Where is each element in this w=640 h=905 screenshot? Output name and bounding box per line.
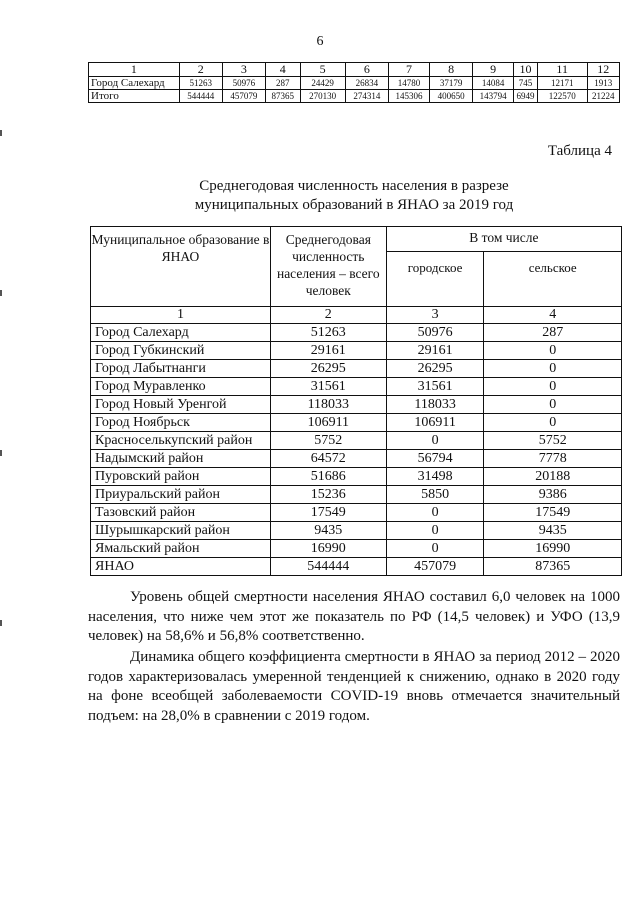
rural-value: 9386 <box>484 486 622 504</box>
municipality-name: Город Салехард <box>91 324 271 342</box>
top-table-cell: 26834 <box>345 77 388 90</box>
municipality-name: Город Лабытнанги <box>91 360 271 378</box>
total-value: 17549 <box>270 504 386 522</box>
urban-value: 0 <box>386 504 484 522</box>
column-index-cell: 4 <box>484 307 622 324</box>
table-row <box>91 378 622 396</box>
total-value: 5752 <box>270 432 386 450</box>
top-table-header-cell: 12 <box>587 63 619 77</box>
col-header-municipality: Муниципальное образование в ЯНАО <box>91 227 271 307</box>
total-value: 544444 <box>270 558 386 576</box>
table-row <box>91 540 622 558</box>
col-header-total: Среднегодовая численность населения – всего человек <box>270 227 386 307</box>
municipality-name: Город Новый Уренгой <box>91 396 271 414</box>
rural-value: 0 <box>484 414 622 432</box>
urban-value: 31498 <box>386 468 484 486</box>
urban-value: 0 <box>386 432 484 450</box>
col-header-rural: сельское <box>484 252 622 307</box>
municipality-name: Пуровский район <box>91 468 271 486</box>
total-value: 15236 <box>270 486 386 504</box>
margin-mark <box>0 130 2 136</box>
municipality-name: Город Губкинский <box>91 342 271 360</box>
total-value: 64572 <box>270 450 386 468</box>
rural-value: 20188 <box>484 468 622 486</box>
total-value: 16990 <box>270 540 386 558</box>
top-table-cell: 270130 <box>300 90 345 103</box>
municipality-name: Город Муравленко <box>91 378 271 396</box>
top-table-header-cell: 3 <box>222 63 265 77</box>
top-table-cell: 6949 <box>514 90 538 103</box>
rural-value: 16990 <box>484 540 622 558</box>
municipality-name: Тазовский район <box>91 504 271 522</box>
table-row <box>91 450 622 468</box>
urban-value: 0 <box>386 522 484 540</box>
total-value: 9435 <box>270 522 386 540</box>
municipality-name: Красноселькупский район <box>91 432 271 450</box>
margin-mark <box>0 290 2 296</box>
column-index-cell: 1 <box>91 307 271 324</box>
total-value: 51263 <box>270 324 386 342</box>
total-value: 26295 <box>270 360 386 378</box>
margin-mark <box>0 450 2 456</box>
top-table-cell: 24429 <box>300 77 345 90</box>
top-table-cell: 37179 <box>429 77 472 90</box>
urban-value: 118033 <box>386 396 484 414</box>
table-title-line: Среднегодовая численность населения в разрезе <box>199 178 509 194</box>
top-table-row-name: Город Салехард <box>89 77 180 90</box>
top-table-header <box>89 63 620 77</box>
paragraph-mortality-dynamics: Динамика общего коэффициента смертности в ЯНАО за период 2012 – 2020 годов характеризовалась умеренной тенденцией к снижению, однако в 2020 году на фоне всеобщей заболеваемости COVID-19 вновь отмечается значительный подъем: на 28,0% в сравнении с 2019 годом. <box>88 649 620 724</box>
municipality-name: Город Ноябрьск <box>91 414 271 432</box>
table-row <box>91 504 622 522</box>
top-table-row <box>89 90 620 103</box>
urban-value: 26295 <box>386 360 484 378</box>
urban-value: 50976 <box>386 324 484 342</box>
top-table-cell: 143794 <box>473 90 514 103</box>
total-value: 118033 <box>270 396 386 414</box>
rural-value: 0 <box>484 360 622 378</box>
table-row <box>91 486 622 504</box>
top-table-row <box>89 77 620 90</box>
page-number: 6 <box>316 34 324 49</box>
table-title-line: муниципальных образований в ЯНАО за 2019 год <box>194 197 514 213</box>
top-table-cell: 50976 <box>222 77 265 90</box>
col-header-including: В том числе <box>386 227 621 252</box>
top-table-cell: 87365 <box>265 90 300 103</box>
municipality-name: Приуральский район <box>91 486 271 504</box>
rural-value: 7778 <box>484 450 622 468</box>
top-table-cell: 51263 <box>179 77 222 90</box>
table-row <box>91 360 622 378</box>
top-table-header-cell: 5 <box>300 63 345 77</box>
top-table-header-cell: 10 <box>514 63 538 77</box>
table-row <box>91 396 622 414</box>
table-row <box>91 432 622 450</box>
rural-value: 0 <box>484 342 622 360</box>
total-value: 29161 <box>270 342 386 360</box>
top-table-header-cell: 6 <box>345 63 388 77</box>
urban-value: 56794 <box>386 450 484 468</box>
rural-value: 9435 <box>484 522 622 540</box>
population-table <box>90 226 622 576</box>
top-table-cell: 21224 <box>587 90 619 103</box>
top-partial-table <box>88 62 620 103</box>
table-row <box>91 414 622 432</box>
top-table-cell: 14084 <box>473 77 514 90</box>
top-table-cell: 457079 <box>222 90 265 103</box>
municipality-name: Шурышкарский район <box>91 522 271 540</box>
table-caption: Таблица 4 <box>547 143 612 159</box>
top-table-cell: 544444 <box>179 90 222 103</box>
rural-value: 0 <box>484 378 622 396</box>
column-index-cell: 2 <box>270 307 386 324</box>
urban-value: 0 <box>386 540 484 558</box>
top-table-cell: 14780 <box>388 77 429 90</box>
total-value: 51686 <box>270 468 386 486</box>
top-table-cell: 287 <box>265 77 300 90</box>
top-table-cell: 274314 <box>345 90 388 103</box>
rural-value: 5752 <box>484 432 622 450</box>
top-table-cell: 145306 <box>388 90 429 103</box>
paragraph-mortality-level: Уровень общей смертности населения ЯНАО составил 6,0 человек на 1000 населения, что ниже чем этот же показатель по РФ (14,5 человек) и УФО (13,9 человек) на 58,6% и 56,8% соответственно. <box>88 589 620 644</box>
top-table-cell: 1913 <box>587 77 619 90</box>
urban-value: 5850 <box>386 486 484 504</box>
top-table-cell: 122570 <box>537 90 587 103</box>
table-row <box>91 522 622 540</box>
top-table-cell: 400650 <box>429 90 472 103</box>
table-row <box>91 342 622 360</box>
top-table-row-name: Итого <box>89 90 180 103</box>
municipality-name: Надымский район <box>91 450 271 468</box>
rural-value: 0 <box>484 396 622 414</box>
top-table-header-cell: 9 <box>473 63 514 77</box>
total-value: 31561 <box>270 378 386 396</box>
municipality-name: ЯНАО <box>91 558 271 576</box>
municipality-name: Ямальский район <box>91 540 271 558</box>
table-row <box>91 468 622 486</box>
urban-value: 31561 <box>386 378 484 396</box>
margin-mark <box>0 620 2 626</box>
urban-value: 29161 <box>386 342 484 360</box>
column-index-cell: 3 <box>386 307 484 324</box>
table-row <box>91 324 622 342</box>
rural-value: 17549 <box>484 504 622 522</box>
top-table-header-cell: 2 <box>179 63 222 77</box>
top-table-header-cell: 7 <box>388 63 429 77</box>
top-table-header-cell: 1 <box>89 63 180 77</box>
table-title <box>88 177 620 215</box>
top-table-header-cell: 4 <box>265 63 300 77</box>
top-table-header-cell: 11 <box>537 63 587 77</box>
total-value: 106911 <box>270 414 386 432</box>
rural-value: 287 <box>484 324 622 342</box>
column-index-row <box>91 307 622 324</box>
urban-value: 106911 <box>386 414 484 432</box>
top-table-header-cell: 8 <box>429 63 472 77</box>
col-header-urban: городское <box>386 252 484 307</box>
table-row <box>91 558 622 576</box>
urban-value: 457079 <box>386 558 484 576</box>
top-table-cell: 12171 <box>537 77 587 90</box>
top-table-cell: 745 <box>514 77 538 90</box>
rural-value: 87365 <box>484 558 622 576</box>
